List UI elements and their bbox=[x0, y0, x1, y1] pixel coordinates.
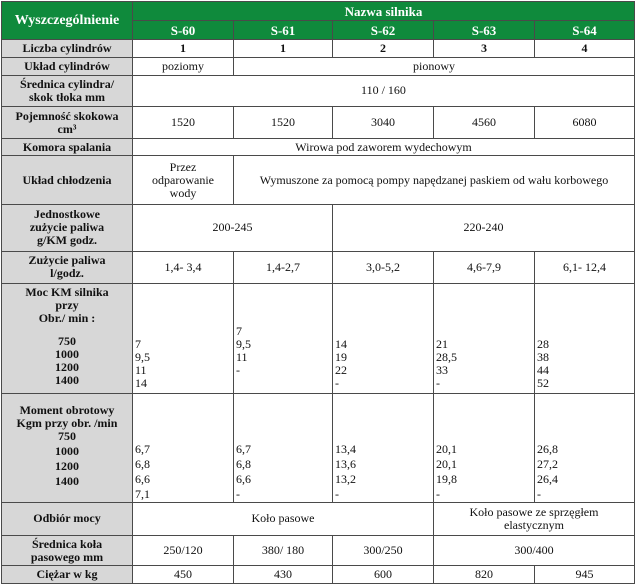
engine-header: S-60 bbox=[133, 21, 234, 39]
cell: 600 bbox=[333, 566, 434, 584]
cell: 430 bbox=[234, 566, 333, 584]
row-label: Układ cylindrów bbox=[2, 58, 133, 75]
table-row bbox=[2, 205, 635, 251]
row-label: Zużycie paliwa l/godz. bbox=[2, 251, 133, 284]
engine-header: S-63 bbox=[434, 21, 535, 39]
header-corner: Wyszczególnienie bbox=[2, 2, 133, 40]
header-group: Nazwa silnika bbox=[133, 2, 635, 21]
cell: 1520 bbox=[234, 107, 333, 139]
row-label: Układ chłodzenia bbox=[2, 156, 133, 205]
engine-header: S-62 bbox=[333, 21, 434, 39]
cell: 200-245 bbox=[133, 205, 333, 251]
table-row bbox=[2, 39, 635, 57]
row-label: Odbiór mocy bbox=[2, 503, 133, 536]
cell: 6080 bbox=[535, 107, 635, 139]
cell: 3040 bbox=[333, 107, 434, 139]
cell: 1,4- 3,4 bbox=[133, 251, 234, 284]
table-row bbox=[2, 156, 635, 205]
cell: 7 9,5 11 14 bbox=[133, 284, 234, 393]
cell: 450 bbox=[133, 566, 234, 584]
cell: 1 bbox=[234, 39, 333, 57]
cell: 110 / 160 bbox=[133, 75, 635, 107]
cell: 300/400 bbox=[434, 535, 635, 566]
cell: 1520 bbox=[133, 107, 234, 139]
table-row bbox=[2, 284, 635, 393]
cell: 3 bbox=[434, 39, 535, 57]
cell: 220-240 bbox=[333, 205, 635, 251]
engine-header: S-61 bbox=[234, 21, 333, 39]
table-row bbox=[2, 251, 635, 284]
cell: 250/120 bbox=[133, 535, 234, 566]
cell: 1 bbox=[133, 39, 234, 57]
cell: 380/ 180 bbox=[234, 535, 333, 566]
cell: 26,8 27,2 26,4 - bbox=[535, 393, 635, 502]
row-label: Pojemność skokowa cm³ bbox=[2, 107, 133, 139]
table-row bbox=[2, 393, 635, 502]
table-row bbox=[2, 503, 635, 536]
table-row bbox=[2, 75, 635, 107]
row-label: Średnica cylindra/ skok tłoka mm bbox=[2, 75, 133, 107]
engine-header: S-64 bbox=[535, 21, 635, 39]
table-row bbox=[2, 107, 635, 139]
table-row bbox=[2, 139, 635, 156]
cell: 4560 bbox=[434, 107, 535, 139]
cell: Koło pasowe ze sprzęgłem elastycznym bbox=[434, 503, 635, 536]
cell: 7 9,5 11 - bbox=[234, 284, 333, 393]
cell: 4 bbox=[535, 39, 635, 57]
cell: Wymuszone za pomocą pompy napędzanej paskiem od wału korbowego bbox=[234, 156, 635, 205]
cell: Koło pasowe bbox=[133, 503, 434, 536]
cell: 13,4 13,6 13,2 - bbox=[333, 393, 434, 502]
cell: 6,7 6,8 6,6 - bbox=[234, 393, 333, 502]
cell: 945 bbox=[535, 566, 635, 584]
row-label: Ciężar w kg bbox=[2, 566, 133, 584]
row-label: Liczba cylindrów bbox=[2, 39, 133, 57]
cell: Wirowa pod zaworem wydechowym bbox=[133, 139, 635, 156]
row-label: Średnica koła pasowego mm bbox=[2, 535, 133, 566]
cell: poziomy bbox=[133, 58, 234, 75]
cell: 820 bbox=[434, 566, 535, 584]
cell: 2 bbox=[333, 39, 434, 57]
cell: 28 38 44 52 bbox=[535, 284, 635, 393]
cell: 21 28,5 33 - bbox=[434, 284, 535, 393]
cell: Przez odparowanie wody bbox=[133, 156, 234, 205]
table-row bbox=[2, 535, 635, 566]
row-label: Moc KM silnika przy Obr./ min : 750 1000 1200 1400 bbox=[2, 284, 133, 393]
cell: pionowy bbox=[234, 58, 635, 75]
cell: 300/250 bbox=[333, 535, 434, 566]
table-row bbox=[2, 566, 635, 584]
table-row bbox=[2, 58, 635, 75]
engine-spec-table bbox=[1, 1, 635, 584]
row-label: Komora spalania bbox=[2, 139, 133, 156]
cell: 3,0-5,2 bbox=[333, 251, 434, 284]
cell: 6,7 6,8 6,6 7,1 bbox=[133, 393, 234, 502]
cell: 20,1 20,1 19,8 - bbox=[434, 393, 535, 502]
cell: 1,4-2,7 bbox=[234, 251, 333, 284]
row-label: Jednostkowe zużycie paliwa g/KM godz. bbox=[2, 205, 133, 251]
cell: 6,1- 12,4 bbox=[535, 251, 635, 284]
cell: 4,6-7,9 bbox=[434, 251, 535, 284]
cell: 14 19 22 - bbox=[333, 284, 434, 393]
row-label: Moment obrotowy Kgm przy obr. /min 750 1000 1200 1400 bbox=[2, 393, 133, 502]
